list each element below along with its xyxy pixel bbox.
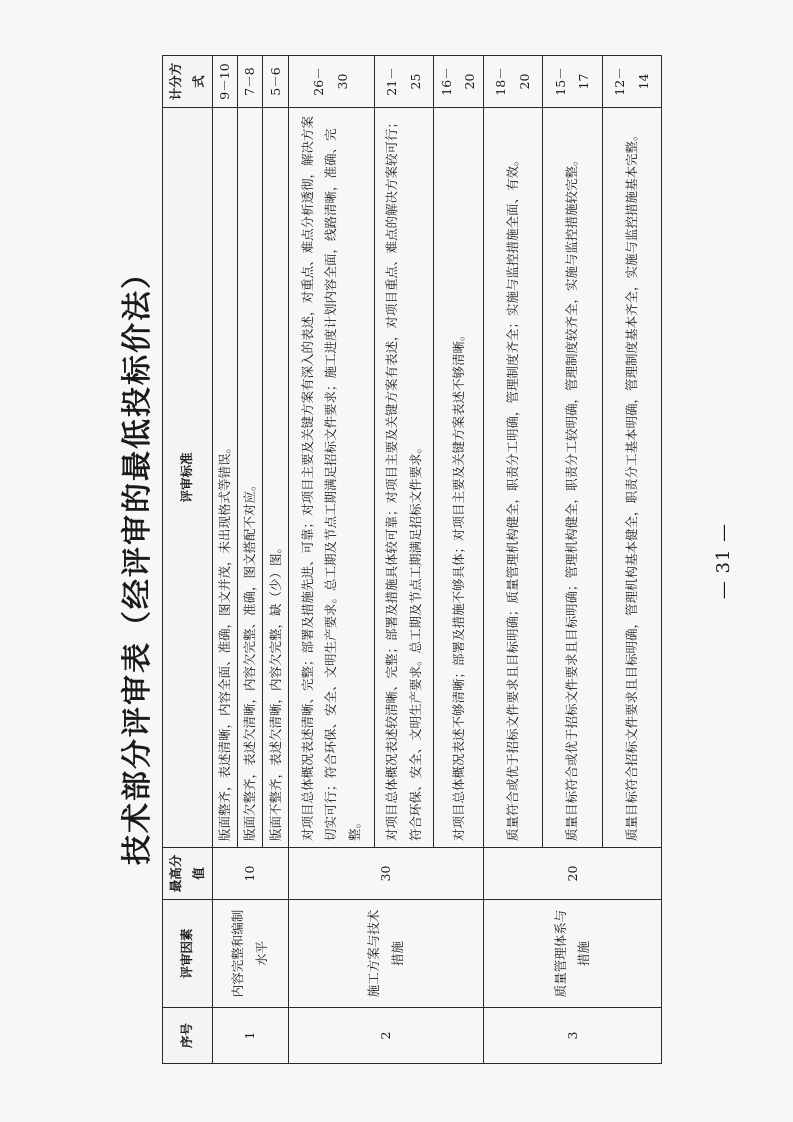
page-title: 技术部分评审表（经评审的最低投标价法） — [120, 257, 155, 865]
table-row — [483, 56, 542, 1064]
item-no: 1 — [212, 1008, 288, 1064]
score-range: 12－14 — [602, 56, 661, 108]
item-no: 3 — [483, 1008, 661, 1064]
header-criteria: 评审标准 — [163, 108, 213, 848]
header-max: 最高分值 — [163, 848, 213, 900]
item-no: 2 — [288, 1008, 483, 1064]
criteria-text: 对项目总体概况表述清晰、完整；部署及措施先进、可靠；对项目主要及关键方案有深入的表述，对重点、难点分析透彻，解决方案切实可行；符合环保、安全、文明生产要求。总工期及节点工期满足招标文件要求；施工进度计划内容全面，线路清晰，准确、完整。 — [288, 108, 374, 848]
criteria-text: 对项目总体概况表述较清晰、完整；部署及措施具体较可靠；对项目主要及关键方案有表述，对项目重点、难点的解决方案较可行；符合环保、安全、文明生产要求。总工期及节点工期满足招标文件要求。 — [374, 108, 433, 848]
score-range: 7－8 — [238, 56, 263, 108]
header-score: 计分方式 — [163, 56, 213, 108]
score-range: 21－25 — [374, 56, 433, 108]
page-number: — 31 — — [713, 522, 734, 600]
score-range: 26－30 — [288, 56, 374, 108]
score-range: 18－20 — [483, 56, 542, 108]
item-max-score: 20 — [483, 848, 661, 900]
item-factor: 施工方案与技术措施 — [288, 900, 483, 1008]
criteria-text: 版面欠整齐，表述欠清晰，内容欠完整、准确，图文搭配不对应。 — [238, 108, 263, 848]
header-factor: 评审因素 — [163, 900, 213, 1008]
score-range: 15－17 — [543, 56, 602, 108]
criteria-text: 质量目标符合招标文件要求且目标明确，管理机构基本健全，职责分工基本明确，管理制度基本齐全，实施与监控措施基本完整。 — [602, 108, 661, 848]
criteria-text: 版面不整齐，表述欠清晰，内容欠完整，缺（少）图。 — [263, 108, 288, 848]
criteria-text: 质量目标符合或优于招标文件要求且目标明确；管理机构健全，职责分工较明确，管理制度较齐全，实施与监控措施较完整。 — [543, 108, 602, 848]
header-no: 序号 — [163, 1008, 213, 1064]
score-range: 5－6 — [263, 56, 288, 108]
table-row — [212, 56, 237, 1064]
criteria-text: 版面整齐，表述清晰，内容全面、准确，图文并茂，未出现格式等错误。 — [212, 108, 237, 848]
score-range: 16－20 — [434, 56, 484, 108]
item-max-score: 30 — [288, 848, 483, 900]
header-row — [163, 56, 213, 1064]
item-factor: 内容完整和编制水平 — [212, 900, 288, 1008]
evaluation-table — [162, 55, 662, 1064]
table-row — [288, 56, 374, 1064]
item-max-score: 10 — [212, 848, 288, 900]
criteria-text: 对项目总体概况表述不够清晰；部署及措施不够具体；对项目主要及关键方案表述不够清晰。 — [434, 108, 484, 848]
criteria-text: 质量符合或优于招标文件要求且目标明确；质量管理机构健全，职责分工明确，管理制度齐全；实施与监控措施全面、有效。 — [483, 108, 542, 848]
score-range: 9－10 — [212, 56, 237, 108]
item-factor: 质量管理体系与措施 — [483, 900, 661, 1008]
